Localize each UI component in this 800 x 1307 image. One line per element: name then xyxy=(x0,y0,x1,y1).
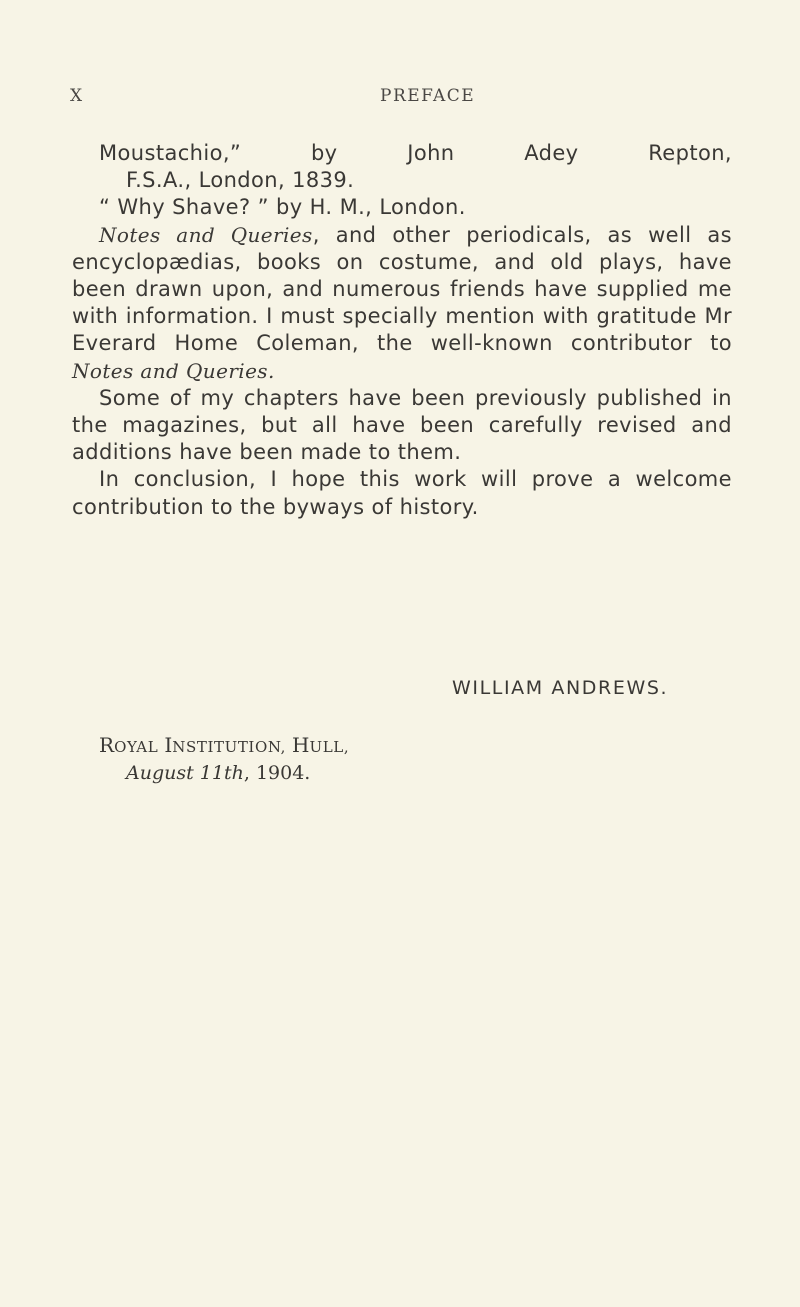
author-signature: WILLIAM ANDREWS. xyxy=(452,677,669,699)
citation-line: “ Why Shave? ” by H. M., London. xyxy=(99,195,466,220)
citation-line: F.S.A., London, 1839. xyxy=(126,168,355,193)
sc-word: HULL, xyxy=(292,733,350,757)
date-line xyxy=(99,760,349,786)
sc-word: INSTITUTION, xyxy=(164,733,286,757)
date-year: , 1904. xyxy=(243,762,311,784)
paragraph: Some of my chapters have been previously published in the magazines, but all have been carefully revised and additions have been made to them. xyxy=(72,385,732,465)
paragraph: In conclusion, I hope this work will prove a welcome contribution to the byways of history. xyxy=(72,467,732,519)
periodical-title: Notes and Queries xyxy=(99,222,313,247)
date-month: August xyxy=(126,762,194,784)
running-title: PREFACE xyxy=(380,86,476,106)
institution-line xyxy=(99,732,349,760)
periodical-title: Notes and Queries. xyxy=(72,358,275,383)
preface-text xyxy=(72,140,732,521)
paragraph: Notes and Queries, and other periodicals, as well as encyclopædias, books on costume, and old plays, have been drawn upon, and numerous friends have supplied me with information. I must specially mention with gratitude Mr Everard Home Coleman, the well-known contributor to Notes and Queries. xyxy=(72,222,732,383)
sc-word: ROYAL xyxy=(99,733,159,757)
citation-line: Moustachio,” by John Adey Repton, xyxy=(99,141,732,165)
page-number: X xyxy=(70,86,84,106)
date-day: 11th xyxy=(199,762,244,784)
address-block xyxy=(99,732,349,786)
running-head xyxy=(70,86,730,110)
